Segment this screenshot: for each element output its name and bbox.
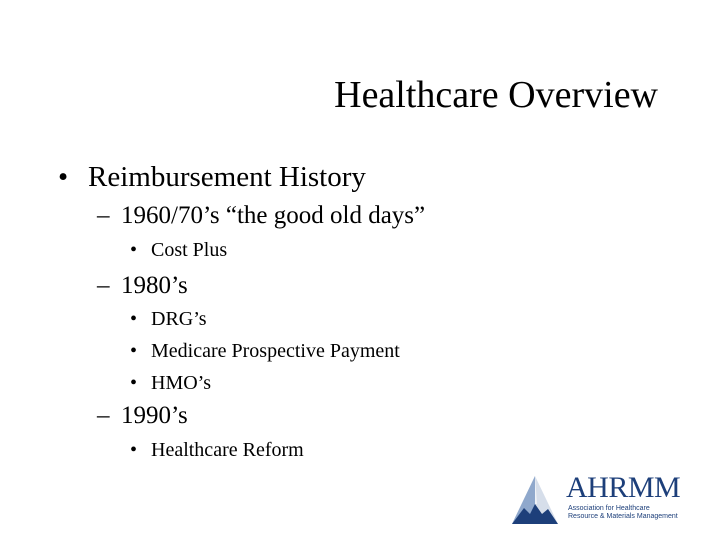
- bullet-drgs: [130, 307, 207, 331]
- bullet-hmos: [130, 371, 211, 395]
- bullet-text: Reimbursement History: [88, 161, 366, 193]
- bullet-text: 1960/70’s “the good old days”: [121, 202, 426, 229]
- bullet-text: Medicare Prospective Payment: [151, 340, 400, 362]
- logo-tagline: [568, 505, 678, 521]
- bullet-text: Healthcare Reform: [151, 439, 304, 461]
- bullet-marker: •: [58, 161, 69, 193]
- logo-tagline-line2: Resource & Materials Management: [568, 513, 678, 520]
- bullet-1990s: [97, 401, 188, 431]
- mountain-triangle-icon: [510, 474, 560, 526]
- bullet-text: Cost Plus: [151, 239, 228, 261]
- bullet-marker: •: [130, 308, 138, 330]
- bullet-marker: •: [130, 239, 138, 261]
- slide-title: Healthcare Overview: [334, 74, 658, 116]
- bullet-marker: •: [130, 439, 138, 461]
- bullet-reimbursement-history: [58, 160, 366, 194]
- bullet-healthcare-reform: [130, 438, 304, 462]
- bullet-text: 1980’s: [121, 272, 188, 299]
- bullet-medicare-prospective-payment: [130, 339, 400, 363]
- bullet-1960s: [97, 201, 425, 231]
- ahrmm-logo: [510, 472, 690, 528]
- bullet-marker: –: [97, 272, 110, 299]
- bullet-marker: •: [130, 372, 138, 394]
- bullet-text: HMO’s: [151, 372, 212, 394]
- bullet-text: DRG’s: [151, 308, 207, 330]
- bullet-marker: •: [130, 340, 138, 362]
- bullet-text: 1990’s: [121, 402, 188, 429]
- logo-name: AHRMM: [566, 471, 681, 504]
- logo-tagline-line1: Association for Healthcare: [568, 505, 650, 512]
- bullet-cost-plus: [130, 238, 227, 262]
- bullet-1980s: [97, 271, 188, 301]
- bullet-marker: –: [97, 202, 110, 229]
- bullet-marker: –: [97, 402, 110, 429]
